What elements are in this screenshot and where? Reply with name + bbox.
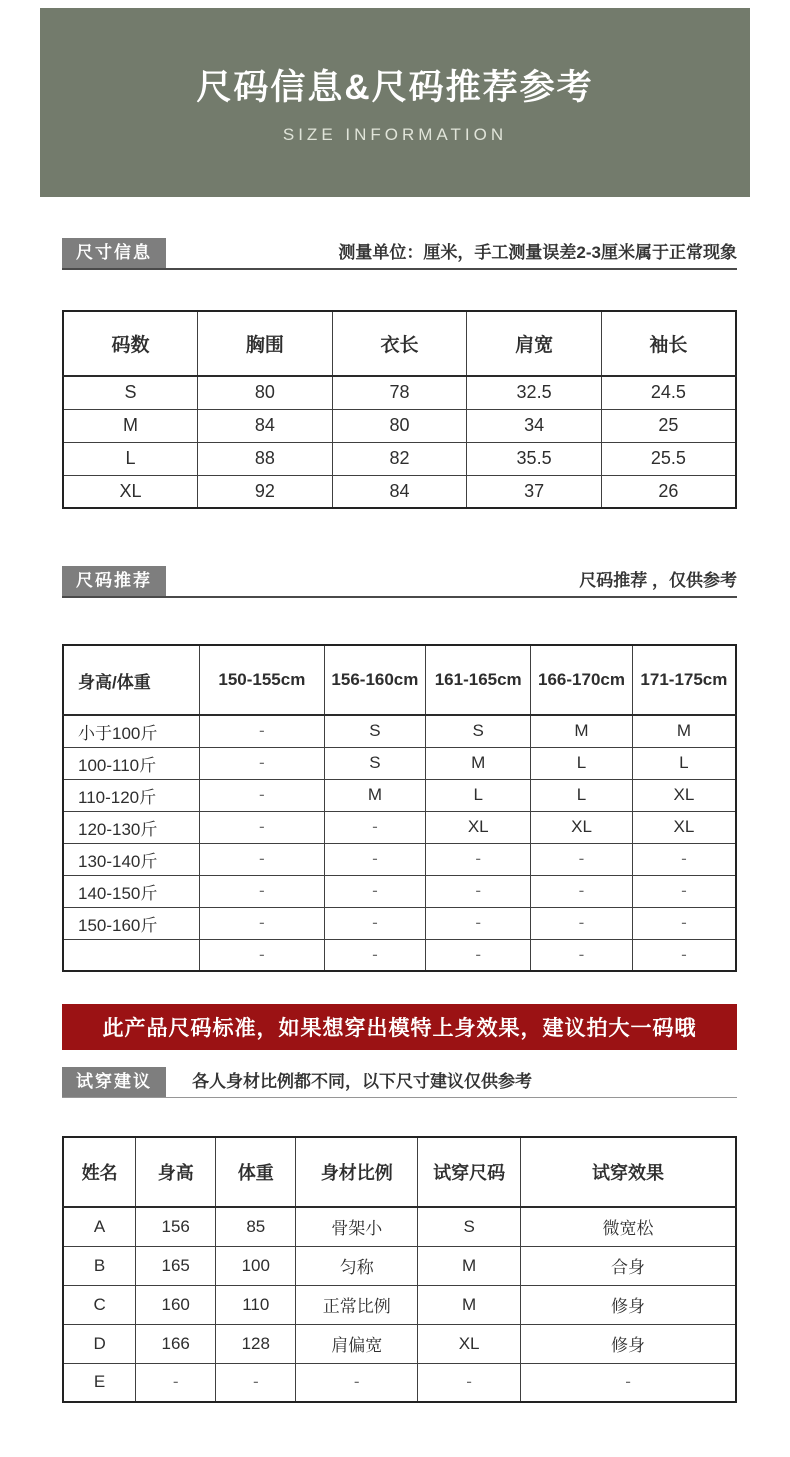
table-row: [63, 779, 736, 811]
table-cell: 88: [198, 442, 333, 475]
table-cell: 合身: [521, 1246, 736, 1285]
table-cell: -: [426, 843, 531, 875]
table-cell: L: [632, 747, 736, 779]
table-row: [63, 409, 736, 442]
table-cell: 80: [332, 409, 467, 442]
table-cell: -: [324, 907, 426, 939]
table-cell: 156: [136, 1207, 216, 1246]
table-row: [63, 1324, 736, 1363]
table-cell: -: [418, 1363, 521, 1402]
table-cell: S: [418, 1207, 521, 1246]
table-cell: -: [200, 811, 325, 843]
table-header-cell: 肩宽: [467, 311, 602, 376]
table-cell: 35.5: [467, 442, 602, 475]
table-cell: 25.5: [601, 442, 736, 475]
section-label-fitting-advice: 试穿建议: [62, 1067, 166, 1097]
table-cell: 110: [216, 1285, 296, 1324]
table-cell: 84: [198, 409, 333, 442]
table-header-cell: 156-160cm: [324, 645, 426, 715]
table-header-cell: 胸围: [198, 311, 333, 376]
table-cell: -: [324, 811, 426, 843]
table-cell: M: [324, 779, 426, 811]
table-cell: 37: [467, 475, 602, 508]
table-header-cell: 袖长: [601, 311, 736, 376]
table-cell: -: [200, 779, 325, 811]
table-cell: D: [63, 1324, 136, 1363]
table-cell: -: [200, 875, 325, 907]
table-cell: 85: [216, 1207, 296, 1246]
table-row: [63, 1363, 736, 1402]
table-cell: 150-160斤: [63, 907, 200, 939]
table-cell: -: [136, 1363, 216, 1402]
table-row: [63, 475, 736, 508]
table-row: [63, 811, 736, 843]
table-cell: L: [63, 442, 198, 475]
table-cell: -: [200, 907, 325, 939]
table-cell: 修身: [521, 1285, 736, 1324]
table-cell: -: [632, 907, 736, 939]
table-cell: XL: [632, 779, 736, 811]
size-info-banner: [40, 8, 750, 197]
table-cell: 100: [216, 1246, 296, 1285]
table-cell: L: [531, 779, 633, 811]
table-header-cell: 体重: [216, 1137, 296, 1207]
table-header-cell: 试穿效果: [521, 1137, 736, 1207]
table-row: [63, 715, 736, 747]
table-cell: 80: [198, 376, 333, 409]
table-cell: E: [63, 1363, 136, 1402]
table-header-cell: 姓名: [63, 1137, 136, 1207]
table-cell: B: [63, 1246, 136, 1285]
table-cell: -: [200, 843, 325, 875]
table-cell: 34: [467, 409, 602, 442]
table-cell: A: [63, 1207, 136, 1246]
table-row: [63, 875, 736, 907]
table-cell: XL: [63, 475, 198, 508]
table-cell: -: [632, 875, 736, 907]
table-cell: -: [200, 939, 325, 971]
table-header-cell: 166-170cm: [531, 645, 633, 715]
table-cell: 32.5: [467, 376, 602, 409]
table-cell: 肩偏宽: [296, 1324, 418, 1363]
table-cell: 78: [332, 376, 467, 409]
content-column: [62, 238, 737, 1403]
table-cell: S: [324, 747, 426, 779]
notice-banner: 此产品尺码标准，如果想穿出模特上身效果，建议拍大一码哦: [62, 1004, 737, 1050]
table-cell: 140-150斤: [63, 875, 200, 907]
fitting-report-table: [62, 1136, 737, 1403]
table-row: [63, 747, 736, 779]
table-cell: 正常比例: [296, 1285, 418, 1324]
table-cell: 26: [601, 475, 736, 508]
table-cell: 骨架小: [296, 1207, 418, 1246]
table-cell: -: [426, 875, 531, 907]
table-cell: M: [418, 1285, 521, 1324]
table-row: [63, 1207, 736, 1246]
table-cell: -: [531, 907, 633, 939]
table-cell: L: [426, 779, 531, 811]
table-cell: 修身: [521, 1324, 736, 1363]
table-cell: 128: [216, 1324, 296, 1363]
table-header-row: [63, 311, 736, 376]
table-cell: XL: [418, 1324, 521, 1363]
table-cell: S: [63, 376, 198, 409]
table-row: [63, 376, 736, 409]
table-cell: -: [200, 747, 325, 779]
table-cell: -: [531, 843, 633, 875]
table-cell: -: [216, 1363, 296, 1402]
table-header-cell: 身高/体重: [63, 645, 200, 715]
table-header-cell: 150-155cm: [200, 645, 325, 715]
table-cell: XL: [632, 811, 736, 843]
table-row: [63, 843, 736, 875]
table-cell: 匀称: [296, 1246, 418, 1285]
table-row: [63, 907, 736, 939]
table-cell: M: [63, 409, 198, 442]
section-header-size-recommendation: [62, 566, 737, 598]
table-cell: 24.5: [601, 376, 736, 409]
table-cell: M: [418, 1246, 521, 1285]
table-cell: -: [632, 939, 736, 971]
table-cell: S: [324, 715, 426, 747]
table-row: [63, 1246, 736, 1285]
table-cell: -: [426, 939, 531, 971]
size-recommendation-table: [62, 644, 737, 972]
table-row: [63, 939, 736, 971]
table-cell: XL: [426, 811, 531, 843]
table-cell: 166: [136, 1324, 216, 1363]
table-cell: XL: [531, 811, 633, 843]
banner-title: 尺码信息&尺码推荐参考: [196, 68, 594, 107]
table-header-cell: 码数: [63, 311, 198, 376]
table-cell: 82: [332, 442, 467, 475]
table-cell: 84: [332, 475, 467, 508]
table-row: [63, 442, 736, 475]
table-row: [63, 1285, 736, 1324]
table-cell: -: [426, 907, 531, 939]
table-cell: C: [63, 1285, 136, 1324]
table-header-cell: 身高: [136, 1137, 216, 1207]
table-header-row: [63, 645, 736, 715]
banner-subtitle: SIZE INFORMATION: [282, 125, 508, 144]
table-cell: -: [296, 1363, 418, 1402]
table-cell: -: [632, 843, 736, 875]
table-cell: 92: [198, 475, 333, 508]
table-header-row: [63, 1137, 736, 1207]
table-cell: 110-120斤: [63, 779, 200, 811]
table-cell: 100-110斤: [63, 747, 200, 779]
table-cell: -: [531, 875, 633, 907]
table-cell: M: [426, 747, 531, 779]
table-cell: -: [531, 939, 633, 971]
table-cell: 130-140斤: [63, 843, 200, 875]
section-header-fitting-advice: [62, 1067, 737, 1098]
table-header-cell: 衣长: [332, 311, 467, 376]
table-cell: 120-130斤: [63, 811, 200, 843]
section-note-fitting-advice: 各人身材比例都不同，以下尺寸建议仅供参考: [192, 1072, 532, 1091]
table-cell: -: [200, 715, 325, 747]
table-cell: S: [426, 715, 531, 747]
section-note-reference-only: 尺码推荐 ，仅供参考: [579, 571, 737, 590]
table-cell: M: [531, 715, 633, 747]
table-cell: -: [521, 1363, 736, 1402]
section-label-size-info: 尺寸信息: [62, 238, 166, 268]
table-cell: 小于100斤: [63, 715, 200, 747]
section-label-size-recommendation: 尺码推荐: [62, 566, 166, 596]
table-cell: -: [324, 875, 426, 907]
table-header-cell: 身材比例: [296, 1137, 418, 1207]
table-cell: 160: [136, 1285, 216, 1324]
section-note-measure-unit: 测量单位：厘米，手工测量误差2-3厘米属于正常现象: [338, 243, 737, 262]
table-cell: 25: [601, 409, 736, 442]
section-header-size-info: [62, 238, 737, 270]
table-cell: [63, 939, 200, 971]
table-cell: 165: [136, 1246, 216, 1285]
table-header-cell: 试穿尺码: [418, 1137, 521, 1207]
table-cell: -: [324, 843, 426, 875]
table-cell: L: [531, 747, 633, 779]
table-cell: -: [324, 939, 426, 971]
table-header-cell: 171-175cm: [632, 645, 736, 715]
size-spec-table: [62, 310, 737, 509]
table-cell: 微宽松: [521, 1207, 736, 1246]
table-cell: M: [632, 715, 736, 747]
table-header-cell: 161-165cm: [426, 645, 531, 715]
